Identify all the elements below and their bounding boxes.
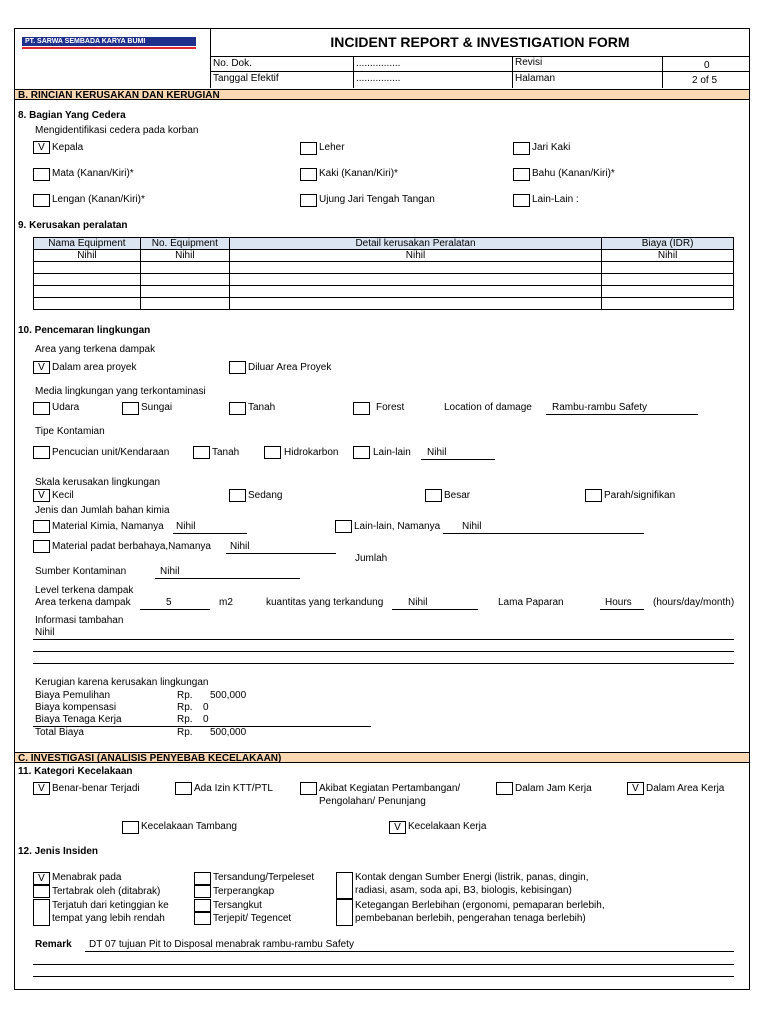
checkbox-benar-terjadi[interactable]: V	[33, 782, 50, 795]
checkbox-kecil[interactable]: V	[33, 489, 50, 502]
checkbox-tersandung[interactable]	[194, 872, 211, 885]
checkbox-dalam-area[interactable]: V	[33, 361, 50, 374]
checkbox-jam-kerja[interactable]	[496, 782, 513, 795]
q8-subtitle: Mengidentifikasi cedera pada korban	[35, 125, 199, 136]
tipe-label: Tipe Kontamian	[35, 426, 105, 437]
label-udara: Udara	[52, 402, 80, 413]
cost-value: 500,000	[210, 690, 247, 701]
label-kontak-energi-2: radiasi, asam, soda api, B3, biologis, kebisingan)	[355, 885, 572, 896]
label-bahu: Bahu (Kanan/Kiri)*	[532, 168, 615, 179]
table-cell	[229, 274, 601, 286]
label-kaki: Kaki (Kanan/Kiri)*	[319, 168, 398, 179]
checkbox-tertabrak[interactable]	[33, 885, 50, 898]
kerugian-label: Kerugian karena kerusakan lingkungan	[35, 677, 209, 688]
label-kecil: Kecil	[52, 490, 74, 501]
label-terjatuh: Terjatuh dari ketinggian ke	[52, 900, 169, 911]
label-tersangkut: Tersangkut	[213, 900, 262, 911]
table-row	[34, 286, 734, 298]
checkbox-terjatuh[interactable]	[33, 899, 50, 926]
sumber-label: Sumber Kontaminan	[35, 566, 127, 577]
section-b-header: B. RINCIAN KERUSAKAN DAN KERUGIAN	[15, 89, 749, 100]
checkbox-terjepit[interactable]	[194, 912, 211, 925]
checkbox-forest[interactable]	[353, 402, 370, 415]
cost-label: Biaya kompensasi	[35, 702, 117, 713]
cost-value: 0	[203, 702, 209, 713]
label-pencucian: Pencucian unit/Kendaraan	[52, 447, 170, 458]
table-cell	[229, 298, 601, 310]
checkbox-kecelakaan-kerja[interactable]: V	[389, 821, 406, 834]
col-no-equipment: No. Equipment	[140, 238, 229, 250]
table-cell	[140, 262, 229, 274]
label-dalam-area: Dalam area proyek	[52, 362, 137, 373]
checkbox-tanah-tipe[interactable]	[193, 446, 210, 459]
label-ketegangan-2: pembebanan berlebih, pengerahan tenaga berlebih)	[355, 913, 586, 924]
label-besar: Besar	[444, 490, 471, 501]
table-cell: Nihil	[602, 250, 734, 262]
table-row	[34, 262, 734, 274]
tipe-lain-value[interactable]: Nihil	[427, 447, 447, 458]
table-cell: Nihil	[140, 250, 229, 262]
q8-title: 8. Bagian Yang Cedera	[18, 110, 126, 121]
label-terjepit: Terjepit/ Tegencet	[213, 913, 292, 924]
label-kepala: Kepala	[52, 142, 84, 153]
level-label: Level terkena dampak	[35, 585, 134, 596]
label-terjatuh-2: tempat yang lebih rendah	[52, 913, 165, 924]
label-ujung-jari: Ujung Jari Tengah Tangan	[319, 194, 435, 205]
q12-title: 12. Jenis Insiden	[18, 846, 99, 857]
checkbox-ujung-jari[interactable]	[300, 194, 317, 207]
table-row	[34, 274, 734, 286]
label-tanah-media: Tanah	[248, 402, 276, 413]
jumlah-label: Jumlah	[355, 553, 388, 564]
checkbox-pencucian[interactable]	[33, 446, 50, 459]
info-value[interactable]: Nihil	[35, 627, 55, 638]
label-forest: Forest	[376, 402, 405, 413]
label-lain-kimia: Lain-lain, Namanya	[354, 521, 441, 532]
area-terkena-label: Area terkena dampak	[35, 597, 131, 608]
label-hidrokarbon: Hidrokarbon	[284, 447, 339, 458]
table-cell	[602, 274, 734, 286]
no-dok-label: No. Dok.	[213, 58, 252, 69]
col-nama-equipment: Nama Equipment	[34, 238, 141, 250]
label-lain-lain-tipe: Lain-lain	[373, 447, 411, 458]
cost-label: Biaya Tenaga Kerja	[35, 714, 122, 725]
checkbox-sungai[interactable]	[122, 402, 139, 415]
cost-rp: Rp.	[177, 690, 193, 701]
company-logo: PT. SARWA SEMBADA KARYA BUMI	[22, 37, 196, 49]
media-label: Media lingkungan yang terkontaminasi	[35, 386, 206, 397]
table-row	[34, 298, 734, 310]
table-cell	[602, 262, 734, 274]
area-label: Area yang terkena dampak	[35, 344, 156, 355]
q10-title: 10. Pencemaran lingkungan	[18, 325, 151, 336]
checkbox-lain-lain-tipe[interactable]	[353, 446, 370, 459]
checkbox-leher[interactable]	[300, 142, 317, 155]
label-jam-kerja: Dalam Jam Kerja	[515, 783, 592, 794]
no-dok-value: ................	[356, 58, 401, 69]
label-kegiatan-tambang-2: Pengolahan/ Penunjang	[319, 796, 426, 807]
label-sedang: Sedang	[248, 490, 283, 501]
kuantitas-value[interactable]: Nihil	[408, 597, 428, 608]
area-terkena-value[interactable]: 5	[166, 597, 172, 608]
checkbox-menabrak[interactable]: V	[33, 872, 50, 885]
label-kecelakaan-kerja: Kecelakaan Kerja	[408, 821, 487, 832]
halaman-label: Halaman	[515, 73, 556, 84]
label-mata: Mata (Kanan/Kiri)*	[52, 168, 134, 179]
checkbox-besar[interactable]	[425, 489, 442, 502]
label-material-kimia: Material Kimia, Namanya	[52, 521, 164, 532]
kuantitas-label: kuantitas yang terkandung	[266, 597, 384, 608]
location-label: Location of damage	[444, 402, 532, 413]
label-tersandung: Tersandung/Terpeleset	[213, 872, 315, 883]
table-cell: Nihil	[34, 250, 141, 262]
checkbox-tanah-media[interactable]	[229, 402, 246, 415]
checkbox-lain-kimia[interactable]	[335, 520, 352, 533]
checkbox-bahu[interactable]	[513, 168, 530, 181]
table-cell	[229, 262, 601, 274]
label-lengan: Lengan (Kanan/Kiri)*	[52, 194, 145, 205]
q11-title: 11. Kategori Kecelakaan	[18, 766, 133, 777]
label-benar-terjadi: Benar-benar Terjadi	[52, 783, 140, 794]
cost-value: 0	[203, 714, 209, 725]
checkbox-area-kerja[interactable]: V	[627, 782, 644, 795]
equipment-table	[33, 237, 734, 310]
label-kegiatan-tambang: Akibat Kegiatan Pertambangan/	[319, 783, 461, 794]
label-izin-ktt: Ada Izin KTT/PTL	[194, 783, 273, 794]
lain-kimia-value[interactable]: Nihil	[462, 521, 482, 532]
jenis-label: Jenis dan Jumlah bahan kimia	[35, 505, 170, 516]
table-cell	[602, 286, 734, 298]
lama-unit: (hours/day/month)	[653, 597, 735, 608]
table-cell	[34, 274, 141, 286]
label-tertabrak: Tertabrak oleh (ditabrak)	[52, 886, 161, 897]
label-sungai: Sungai	[141, 402, 173, 413]
label-lain-lain-cedera: Lain-Lain :	[532, 194, 579, 205]
label-parah: Parah/signifikan	[604, 490, 676, 501]
cost-rp: Rp.	[177, 714, 193, 725]
checkbox-material-kimia[interactable]	[33, 520, 50, 533]
label-diluar-area: Diluar Area Proyek	[248, 362, 332, 373]
form-title: INCIDENT REPORT & INVESTIGATION FORM	[330, 34, 630, 50]
checkbox-tersangkut[interactable]	[194, 899, 211, 912]
label-leher: Leher	[319, 142, 345, 153]
table-cell	[34, 262, 141, 274]
table-cell: Nihil	[229, 250, 601, 262]
checkbox-kegiatan-tambang[interactable]	[300, 782, 317, 795]
checkbox-terperangkap[interactable]	[194, 885, 211, 898]
label-tanah-tipe: Tanah	[212, 447, 240, 458]
skala-label: Skala kerusakan lingkungan	[35, 477, 161, 488]
table-cell	[34, 286, 141, 298]
cost-label: Biaya Pemulihan	[35, 690, 111, 701]
checkbox-kontak-energi[interactable]	[336, 872, 353, 899]
checkbox-kaki[interactable]	[300, 168, 317, 181]
remark-value[interactable]: DT 07 tujuan Pit to Disposal menabrak rambu-rambu Safety	[89, 939, 354, 950]
table-row	[34, 250, 734, 262]
checkbox-hidrokarbon[interactable]	[264, 446, 281, 459]
tanggal-value: ................	[356, 73, 401, 84]
label-kontak-energi: Kontak dengan Sumber Energi (listrik, panas, dingin,	[355, 872, 589, 883]
table-cell	[140, 286, 229, 298]
label-jari-kaki: Jari Kaki	[532, 142, 571, 153]
kimia-value[interactable]: Nihil	[176, 521, 196, 532]
checkbox-lengan[interactable]	[33, 194, 50, 207]
checkbox-material-padat[interactable]	[33, 540, 50, 553]
remark-label: Remark	[35, 939, 72, 950]
label-material-padat: Material padat berbahaya,Namanya	[52, 541, 211, 552]
col-biaya: Biaya (IDR)	[602, 238, 734, 250]
total-label: Total Biaya	[35, 727, 84, 738]
table-cell	[229, 286, 601, 298]
checkbox-izin-ktt[interactable]	[175, 782, 192, 795]
col-detail-kerusakan: Detail kerusakan Peralatan	[229, 238, 601, 250]
label-kecelakaan-tambang: Kecelakaan Tambang	[141, 821, 237, 832]
section-c-header: C. INVESTIGASI (ANALISIS PENYEBAB KECELAKAAN)	[15, 752, 749, 763]
location-value[interactable]: Rambu-rambu Safety	[552, 402, 648, 413]
checkbox-udara[interactable]	[33, 402, 50, 415]
label-ketegangan: Ketegangan Berlebihan (ergonomi, pemaparan berlebih,	[355, 900, 605, 911]
checkbox-mata[interactable]	[33, 168, 50, 181]
table-cell	[602, 298, 734, 310]
checkbox-kecelakaan-tambang[interactable]	[122, 821, 139, 834]
padat-value[interactable]: Nihil	[230, 541, 250, 552]
cost-rp: Rp.	[177, 702, 193, 713]
label-area-kerja: Dalam Area Kerja	[646, 783, 725, 794]
checkbox-sedang[interactable]	[229, 489, 246, 502]
checkbox-parah[interactable]	[585, 489, 602, 502]
lama-value[interactable]: Hours	[605, 597, 632, 608]
table-cell	[34, 298, 141, 310]
revisi-value: 0	[704, 60, 710, 71]
checkbox-kepala[interactable]: V	[33, 141, 50, 154]
label-menabrak: Menabrak pada	[52, 872, 122, 883]
checkbox-jari-kaki[interactable]	[513, 142, 530, 155]
info-label: Informasi tambahan	[35, 615, 124, 626]
halaman-value: 2 of 5	[692, 75, 718, 86]
tanggal-label: Tanggal Efektif	[213, 73, 279, 84]
table-cell	[140, 274, 229, 286]
checkbox-diluar-area[interactable]	[229, 361, 246, 374]
label-terperangkap: Terperangkap	[213, 886, 275, 897]
table-cell	[140, 298, 229, 310]
checkbox-ketegangan[interactable]	[336, 899, 353, 926]
checkbox-lain-lain-cedera[interactable]	[513, 194, 530, 207]
total-value: 500,000	[210, 727, 247, 738]
q9-title: 9. Kerusakan peralatan	[18, 220, 128, 231]
lama-label: Lama Paparan	[498, 597, 564, 608]
area-unit: m2	[219, 597, 233, 608]
sumber-value[interactable]: Nihil	[160, 566, 180, 577]
total-rp: Rp.	[177, 727, 193, 738]
revisi-label: Revisi	[515, 57, 543, 68]
